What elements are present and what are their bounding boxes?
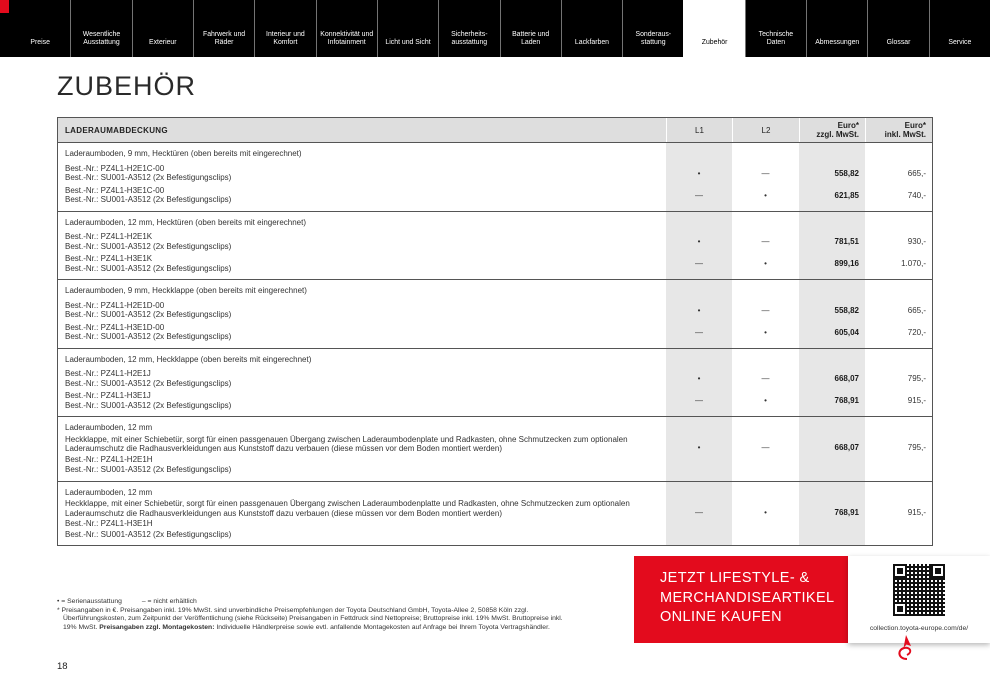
section-title: Laderaumboden, 9 mm, Hecktüren (oben bereits mit eingerechnet) (65, 149, 302, 158)
price-gross: 795,- (907, 374, 926, 383)
col-header-laderaumabdeckung: LADERAUMABDECKUNG (65, 125, 168, 135)
tab-label: Sonderaus-stattung (635, 30, 672, 47)
order-number-line: Best.-Nr.: PZ4L1-H3E1K (65, 254, 153, 263)
price-gross: 665,- (907, 168, 926, 178)
price-net: 621,85 (834, 190, 859, 200)
col-header-gross-line1: Euro* (904, 120, 926, 130)
order-numbers (58, 232, 666, 251)
table-row (58, 186, 932, 205)
order-number-line: Best.-Nr.: PZ4L1-H2E1D-00 (65, 300, 165, 310)
price-net: 605,04 (834, 327, 859, 337)
banner-line1: JETZT LIFESTYLE- & (660, 570, 810, 586)
availability-l2: — (761, 443, 770, 453)
table-legend (57, 598, 215, 605)
tab-preise[interactable] (10, 0, 70, 57)
availability-l2: • (764, 507, 767, 517)
section-title: Laderaumboden, 12 mm (65, 487, 153, 497)
tab-zubehoer[interactable] (683, 0, 744, 57)
tab-service[interactable] (929, 0, 990, 57)
order-numbers (58, 164, 666, 183)
order-number-line: Best.-Nr.: PZ4L1-H2E1C-00 (65, 163, 165, 173)
price-gross: 665,- (907, 305, 926, 315)
order-number-line: Best.-Nr.: SU001-A3512 (2x Befestigungsclips) (65, 400, 232, 410)
order-numbers (58, 186, 666, 205)
order-number-line: Best.-Nr.: PZ4L1-H2E1K (65, 232, 153, 241)
order-number-line: Best.-Nr.: SU001-A3512 (2x Befestigungsclips) (65, 332, 232, 341)
tab-exterieur[interactable] (132, 0, 193, 57)
price-gross: 915,- (907, 507, 926, 517)
col-header-gross-line2: inkl. MwSt. (884, 130, 926, 139)
banner-line2: MERCHANDISEARTIKEL (660, 589, 835, 606)
price-net: 899,16 (834, 259, 859, 268)
price-net: 768,91 (834, 507, 859, 517)
tab-label: Preise (30, 39, 50, 47)
order-number-line: Best.-Nr.: SU001-A3512 (2x Befestigungsclips) (65, 263, 232, 273)
price-net: 668,07 (834, 443, 859, 453)
table-row (58, 301, 932, 320)
page-title: ZUBEHÖR (57, 71, 197, 101)
table-section (58, 416, 932, 481)
table-row (58, 254, 932, 273)
table-section (58, 481, 932, 546)
order-number-line: Best.-Nr.: SU001-A3512 (2x Befestigungsclips) (65, 465, 232, 474)
qr-finder-pattern (931, 564, 945, 578)
cursor-arrow-icon (895, 634, 919, 660)
order-numbers (58, 369, 666, 388)
availability-l2: — (761, 168, 770, 178)
tab-label: Technische Daten (758, 30, 794, 47)
col-header-l2: L2 (732, 118, 799, 142)
footnote-text: * Preisangaben in €. Preisangaben inkl. 19% MwSt. sind unverbindliche Preisempfehlungen der Toyota Deutschland GmbH, Toyota-Allee 2, 50858 Köln zzgl. Überführungskosten, zum Zeitpunkt der Veröffentlichung (siehe Rückseite) Preisangaben in Fettdruck sind Nettopreise; Bruttopreise inkl. 19% MwSt. Bruttopreise inkl. 19% MwSt. (57, 607, 563, 631)
tab-technische-daten[interactable] (745, 0, 806, 57)
tab-batterie-und-laden[interactable] (500, 0, 561, 57)
banner-line3: ONLINE KAUFEN (660, 609, 783, 625)
order-number-line: Best.-Nr.: SU001-A3512 (2x Befestigungsclips) (65, 173, 232, 182)
tab-interieur-und-komfort[interactable] (254, 0, 315, 57)
tab-label: Lackfarben (574, 39, 610, 47)
availability-l2: • (764, 327, 767, 337)
table-row (58, 391, 932, 410)
price-net: 558,82 (834, 168, 859, 178)
tab-label: Interieur und Komfort (266, 30, 305, 47)
legend-serienausstattung: • = Serienausstattung (57, 598, 122, 605)
tab-label: Service (948, 39, 972, 47)
price-gross: 1.070,- (901, 259, 926, 268)
order-number-line: Best.-Nr.: PZ4L1-H2E1J (65, 369, 151, 378)
order-number-line: Best.-Nr.: SU001-A3512 (2x Befestigungsclips) (65, 310, 232, 319)
tab-label: Fahrwerk und Räder (203, 30, 246, 47)
tab-abmessungen[interactable] (806, 0, 867, 57)
footnote-text: Individuelle Händlerpreise sowie evtl. anfallende Montagekosten auf Anfrage bei Ihrem Toyota Vertragshändler. (214, 623, 550, 631)
availability-l2: • (764, 396, 767, 405)
tab-wesentliche-ausstattung[interactable] (70, 0, 131, 57)
table-row (58, 164, 932, 183)
tab-label: Wesentliche Ausstattung (82, 30, 121, 47)
lifestyle-merch-banner[interactable] (634, 556, 848, 643)
availability-l2: • (764, 259, 767, 268)
tab-bar (0, 0, 990, 57)
availability-l1: • (697, 443, 701, 453)
price-gross: 915,- (907, 396, 926, 405)
order-number-line: Best.-Nr.: SU001-A3512 (2x Befestigungsclips) (65, 195, 232, 204)
table-section (58, 279, 932, 348)
brand-corner-mark (0, 0, 9, 13)
accessories-table (57, 117, 933, 546)
qr-panel (848, 556, 990, 643)
qr-finder-pattern (893, 602, 907, 616)
section-description-block (58, 486, 666, 540)
availability-l1: • (697, 305, 701, 315)
price-net: 768,91 (834, 396, 859, 405)
page-number: 18 (57, 661, 68, 672)
table-row (58, 369, 932, 388)
tab-label: Glossar (886, 39, 911, 47)
availability-l1: • (697, 168, 701, 178)
section-title: Laderaumboden, 9 mm, Heckklappe (oben bereits mit eingerechnet) (65, 286, 307, 295)
qr-finder-pattern (893, 564, 907, 578)
tab-label: Zubehör (701, 39, 728, 47)
collection-url[interactable]: collection.toyota-europe.com/de/ (869, 625, 969, 632)
availability-l2: • (764, 190, 767, 200)
order-number-line: Best.-Nr.: PZ4L1-H3E1J (65, 391, 151, 400)
section-title: Laderaumboden, 12 mm, Heckklappe (oben bereits mit eingerechnet) (65, 354, 312, 364)
order-number-line: Best.-Nr.: PZ4L1-H3E1C-00 (65, 185, 165, 195)
tab-label: Sicherheits-ausstattung (451, 30, 488, 47)
tab-sicherheitsausstattung[interactable] (438, 0, 499, 57)
tab-lackfarben[interactable] (561, 0, 622, 57)
price-gross: 795,- (907, 443, 926, 453)
section-title: Laderaumboden, 12 mm (65, 423, 153, 432)
order-numbers (58, 391, 666, 410)
col-header-l1: L1 (666, 118, 732, 142)
qr-code (893, 564, 945, 616)
price-gross: 740,- (907, 190, 926, 200)
table-row (58, 323, 932, 342)
availability-l1: — (695, 396, 703, 405)
col-header-gross-price (865, 118, 932, 142)
availability-l1: — (695, 507, 703, 517)
availability-l2: — (761, 305, 770, 315)
table-section (58, 143, 932, 211)
price-footnote (57, 607, 572, 632)
table-row (58, 232, 932, 251)
price-gross: 930,- (907, 237, 926, 246)
section-description: Heckklappe, mit einer Schiebetür, sorgt für einen passgenauen Übergang zwischen Laderaumbodenplate und Radkasten, ohne Schmutzecken zum optionalen Laderaumschutz die Radhausverkleidungen aus Kunststoff dazu verbauen (diese müssen vor dem Boden montiert werden) (65, 434, 628, 453)
tab-konnektivitaet-und-infotainment[interactable] (316, 0, 377, 57)
tab-label: Exterieur (148, 39, 177, 47)
order-numbers (58, 254, 666, 273)
tab-label: Abmessungen (815, 39, 860, 47)
col-header-net-price (799, 118, 865, 142)
order-numbers (58, 323, 666, 342)
tab-label: Licht und Sicht (385, 39, 431, 47)
tab-fahrwerk-und-raeder[interactable] (193, 0, 254, 57)
tab-label: Batterie und Laden (512, 30, 550, 47)
price-net: 668,07 (834, 374, 859, 383)
order-numbers (58, 301, 666, 320)
order-number-line: Best.-Nr.: PZ4L1-H3E1H (65, 519, 153, 528)
availability-l2: — (761, 374, 770, 383)
footnote-bold-text: Preisangaben zzgl. Montagekosten: (99, 623, 215, 631)
availability-l1: • (697, 237, 701, 246)
table-section (58, 348, 932, 417)
section-description-block (58, 421, 666, 475)
tab-sonderausstattung[interactable] (622, 0, 683, 57)
tab-glossar[interactable] (867, 0, 928, 57)
order-number-line: Best.-Nr.: SU001-A3512 (2x Befestigungsclips) (65, 378, 232, 388)
section-description: Heckklappe, mit einer Schiebetür, sorgt für einen passgenauen Übergang zwischen Laderaumbodenplatte und Radkasten, ohne Schmutzecken zum optionalen Laderaumschutz die Radhausverkleidungen aus Kunststoff dazu verbauen (diese müssen vor dem Boden montiert werden) (65, 499, 630, 518)
order-number-line: Best.-Nr.: PZ4L1-H2E1H (65, 454, 153, 464)
col-header-net-line2: zzgl. MwSt. (816, 130, 859, 139)
availability-l1: — (695, 327, 703, 337)
availability-l1: — (695, 190, 703, 200)
table-body (58, 143, 932, 545)
order-number-line: Best.-Nr.: SU001-A3512 (2x Befestigungsclips) (65, 241, 232, 251)
availability-l2: — (761, 237, 770, 246)
price-net: 558,82 (834, 305, 859, 315)
availability-l1: — (695, 259, 703, 268)
price-net: 781,51 (834, 237, 859, 246)
section-title: Laderaumboden, 12 mm, Hecktüren (oben bereits mit eingerechnet) (65, 217, 307, 227)
order-number-line: Best.-Nr.: SU001-A3512 (2x Befestigungsclips) (65, 529, 232, 539)
table-section (58, 211, 932, 280)
legend-nicht-erhaeltlich: – = nicht erhältlich (141, 598, 197, 605)
availability-l1: • (697, 374, 701, 383)
tab-strip (0, 0, 990, 57)
tab-label: Konnektivität und Infotainment (320, 30, 374, 47)
col-header-net-line1: Euro* (837, 120, 859, 130)
tab-licht-und-sicht[interactable] (377, 0, 438, 57)
table-header-row (58, 118, 932, 143)
price-gross: 720,- (907, 327, 926, 337)
order-number-line: Best.-Nr.: PZ4L1-H3E1D-00 (65, 322, 165, 332)
